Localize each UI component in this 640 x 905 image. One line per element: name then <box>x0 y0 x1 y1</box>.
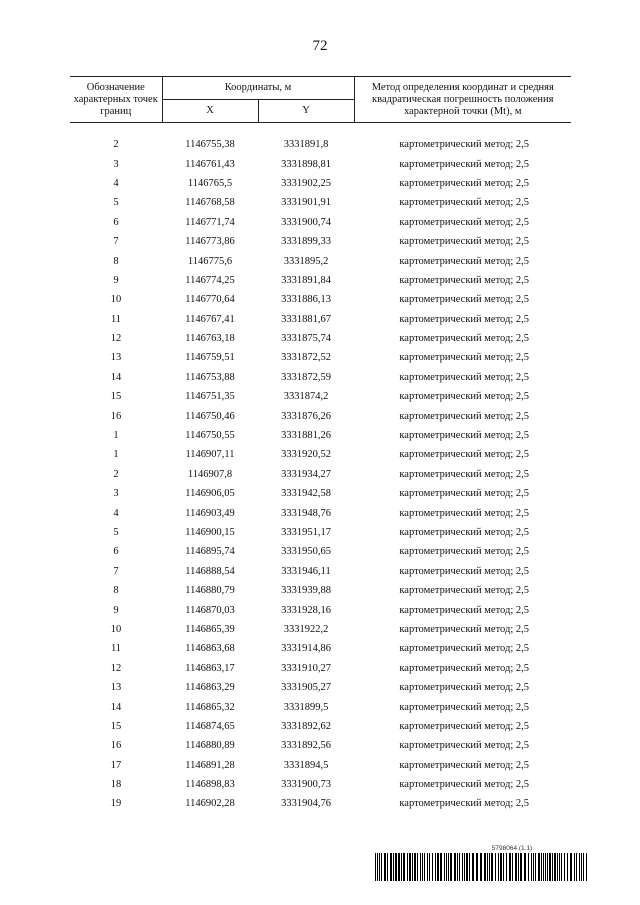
cell-point-number: 15 <box>110 391 122 403</box>
cell-x: 1146870,03 <box>185 604 235 616</box>
cell-point-number: 8 <box>113 585 119 597</box>
table-row <box>70 736 571 755</box>
cell-method: картометрический метод; 2,5 <box>399 391 530 403</box>
cell-point-number: 2 <box>113 139 119 151</box>
cell-point-number: 6 <box>113 216 119 228</box>
cell-x: 1146902,28 <box>185 798 235 810</box>
cell-point-number: 12 <box>110 333 122 345</box>
cell-method: картометрический метод; 2,5 <box>399 527 530 538</box>
cell-method: картометрический метод; 2,5 <box>399 507 530 519</box>
cell-y: 3331892,62 <box>281 720 331 732</box>
cell-point-number: 1 <box>113 430 119 442</box>
cell-point-number: 14 <box>110 701 122 713</box>
cell-x: 1146767,41 <box>185 313 235 325</box>
cell-x: 1146907,11 <box>185 449 235 461</box>
cell-method: картометрический метод; 2,5 <box>399 720 530 732</box>
cell-x: 1146770,64 <box>185 294 235 306</box>
cell-point-number: 8 <box>113 255 119 267</box>
cell-method: картометрический метод; 2,5 <box>399 759 530 771</box>
table-spacer <box>70 123 571 136</box>
cell-method: картометрический метод; 2,5 <box>399 255 530 267</box>
table-row <box>70 193 571 212</box>
cell-method: картометрический метод; 2,5 <box>399 177 530 189</box>
cell-x: 1146880,79 <box>185 585 235 597</box>
table-row <box>70 368 571 387</box>
cell-y: 3331892,56 <box>281 740 331 752</box>
document-footer <box>374 845 590 881</box>
cell-x: 1146888,54 <box>185 565 235 577</box>
cell-method: картометрический метод; 2,5 <box>399 158 530 170</box>
cell-y: 3331939,88 <box>281 585 331 597</box>
cell-y: 3331881,67 <box>281 313 331 325</box>
cell-point-number: 5 <box>113 197 119 209</box>
cell-y: 3331951,17 <box>281 527 331 538</box>
table-row <box>70 794 571 813</box>
table-row <box>70 154 571 173</box>
cell-method: картометрический метод; 2,5 <box>399 643 530 655</box>
cell-point-number: 5 <box>113 527 119 538</box>
cell-point-number: 14 <box>110 371 122 383</box>
page-number: 72 <box>312 38 328 54</box>
table-row <box>70 329 571 348</box>
cell-method: картометрический метод; 2,5 <box>399 371 530 383</box>
table-row <box>70 387 571 406</box>
cell-y: 3331891,84 <box>281 274 331 286</box>
document-code: 5798064 (1.1) <box>491 845 533 852</box>
table-row <box>70 213 571 232</box>
table-row <box>70 639 571 658</box>
cell-method: картометрический метод; 2,5 <box>399 740 530 752</box>
cell-method: картометрический метод; 2,5 <box>399 798 530 810</box>
cell-y: 3331905,27 <box>281 682 331 694</box>
cell-y: 3331895,2 <box>283 255 329 267</box>
table-row <box>70 581 571 600</box>
barcode-icon <box>374 853 590 881</box>
cell-method: картометрический метод; 2,5 <box>399 565 530 577</box>
table-header <box>70 77 571 123</box>
header-coordinates: Координаты, м <box>162 77 354 100</box>
cell-y: 3331886,13 <box>281 294 331 306</box>
cell-y: 3331891,8 <box>283 139 329 151</box>
table-row <box>70 310 571 329</box>
cell-method: картометрический метод; 2,5 <box>399 430 530 442</box>
header-x: X <box>162 100 258 123</box>
cell-y: 3331934,27 <box>281 468 331 480</box>
cell-x: 1146906,05 <box>185 488 235 500</box>
table-row <box>70 697 571 716</box>
table-row <box>70 426 571 445</box>
table-row <box>70 348 571 367</box>
cell-y: 3331928,16 <box>281 604 331 616</box>
cell-y: 3331920,52 <box>281 449 331 461</box>
cell-point-number: 3 <box>113 158 119 170</box>
table-row <box>70 271 571 290</box>
cell-method: картометрический метод; 2,5 <box>399 333 530 345</box>
table-row <box>70 290 571 309</box>
cell-point-number: 18 <box>110 779 122 791</box>
cell-method: картометрический метод; 2,5 <box>399 352 530 364</box>
cell-method: картометрический метод; 2,5 <box>399 410 530 422</box>
cell-x: 1146763,18 <box>185 333 235 345</box>
cell-method: картометрический метод; 2,5 <box>399 468 530 480</box>
header-point-designation: Обозначение характерных точек границ <box>70 77 162 123</box>
cell-y: 3331874,2 <box>283 391 329 403</box>
cell-point-number: 11 <box>110 313 122 325</box>
table-row <box>70 678 571 697</box>
cell-method: картометрический метод; 2,5 <box>399 313 530 325</box>
cell-y: 3331872,52 <box>281 352 331 364</box>
cell-point-number: 9 <box>113 604 119 616</box>
cell-x: 1146759,51 <box>185 352 235 364</box>
cell-point-number: 1 <box>113 449 119 461</box>
cell-point-number: 2 <box>113 468 119 480</box>
table-row <box>70 465 571 484</box>
cell-method: картометрический метод; 2,5 <box>399 236 530 248</box>
cell-x: 1146774,25 <box>185 274 235 286</box>
cell-y: 3331899,33 <box>281 236 331 248</box>
cell-y: 3331900,74 <box>281 216 331 228</box>
cell-y: 3331942,58 <box>281 488 331 500</box>
cell-y: 3331876,26 <box>281 410 331 422</box>
cell-y: 3331899,5 <box>283 701 329 713</box>
coordinates-table-container <box>70 76 571 814</box>
cell-x: 1146907,8 <box>187 468 233 480</box>
cell-method: картометрический метод; 2,5 <box>399 274 530 286</box>
table-row <box>70 562 571 581</box>
cell-y: 3331900,73 <box>281 779 331 791</box>
cell-x: 1146863,29 <box>185 682 235 694</box>
cell-point-number: 4 <box>113 507 119 519</box>
cell-x: 1146775,6 <box>187 255 233 267</box>
cell-method: картометрический метод; 2,5 <box>399 623 530 635</box>
cell-x: 1146755,38 <box>185 139 235 151</box>
cell-y: 3331948,76 <box>281 507 331 519</box>
cell-method: картометрический метод; 2,5 <box>399 294 530 306</box>
cell-x: 1146761,43 <box>185 158 235 170</box>
cell-method: картометрический метод; 2,5 <box>399 216 530 228</box>
cell-y: 3331922,2 <box>283 623 329 635</box>
cell-x: 1146773,86 <box>185 236 235 248</box>
cell-x: 1146750,55 <box>185 430 235 442</box>
cell-y: 3331901,91 <box>281 197 331 209</box>
cell-x: 1146751,35 <box>185 391 235 403</box>
table-row <box>70 717 571 736</box>
cell-x: 1146891,28 <box>185 759 235 771</box>
cell-x: 1146865,32 <box>185 701 235 713</box>
cell-x: 1146903,49 <box>185 507 235 519</box>
cell-x: 1146768,58 <box>185 197 235 209</box>
cell-method: картометрический метод; 2,5 <box>399 546 530 558</box>
cell-point-number: 19 <box>110 798 122 810</box>
cell-point-number: 7 <box>113 236 119 248</box>
cell-y: 3331950,65 <box>281 546 331 558</box>
cell-point-number: 15 <box>110 720 122 732</box>
cell-point-number: 4 <box>113 177 119 189</box>
cell-point-number: 12 <box>110 662 122 674</box>
table-row <box>70 600 571 619</box>
table-row <box>70 484 571 503</box>
cell-point-number: 10 <box>110 623 122 635</box>
cell-x: 1146753,88 <box>185 371 235 383</box>
cell-method: картометрический метод; 2,5 <box>399 604 530 616</box>
table-row <box>70 775 571 794</box>
cell-point-number: 17 <box>110 759 122 771</box>
table-row <box>70 174 571 193</box>
table-row <box>70 232 571 251</box>
cell-method: картометрический метод; 2,5 <box>399 197 530 209</box>
cell-method: картометрический метод; 2,5 <box>399 779 530 791</box>
cell-method: картометрический метод; 2,5 <box>399 701 530 713</box>
cell-x: 1146863,68 <box>185 643 235 655</box>
cell-x: 1146771,74 <box>185 216 235 228</box>
cell-x: 1146898,83 <box>185 779 235 791</box>
table-row <box>70 659 571 678</box>
cell-method: картометрический метод; 2,5 <box>399 682 530 694</box>
cell-y: 3331946,11 <box>281 565 331 577</box>
cell-point-number: 3 <box>113 488 119 500</box>
cell-method: картометрический метод; 2,5 <box>399 488 530 500</box>
cell-method: картометрический метод; 2,5 <box>399 585 530 597</box>
cell-x: 1146880,89 <box>185 740 235 752</box>
cell-x: 1146750,46 <box>185 410 235 422</box>
cell-x: 1146874,65 <box>185 720 235 732</box>
cell-point-number: 6 <box>113 546 119 558</box>
cell-point-number: 13 <box>110 682 122 694</box>
cell-point-number: 16 <box>110 410 122 422</box>
table-row <box>70 251 571 270</box>
cell-point-number: 10 <box>110 294 122 306</box>
table-row <box>70 445 571 464</box>
cell-method: картометрический метод; 2,5 <box>399 139 530 151</box>
table-row <box>70 503 571 522</box>
table-row <box>70 620 571 639</box>
cell-point-number: 7 <box>113 565 119 577</box>
cell-y: 3331904,76 <box>281 798 331 810</box>
cell-y: 3331875,74 <box>281 333 331 345</box>
cell-y: 3331902,25 <box>281 177 331 189</box>
header-y: Y <box>258 100 354 123</box>
cell-y: 3331872,59 <box>281 371 331 383</box>
cell-x: 1146765,5 <box>187 177 233 189</box>
cell-point-number: 16 <box>110 740 122 752</box>
cell-x: 1146863,17 <box>185 662 235 674</box>
cell-point-number: 13 <box>110 352 122 364</box>
cell-y: 3331898,81 <box>281 158 331 170</box>
cell-y: 3331894,5 <box>283 759 329 771</box>
cell-y: 3331914,86 <box>281 643 331 655</box>
cell-y: 3331881,26 <box>281 430 331 442</box>
cell-point-number: 11 <box>110 643 122 655</box>
cell-y: 3331910,27 <box>281 662 331 674</box>
cell-method: картометрический метод; 2,5 <box>399 449 530 461</box>
cell-x: 1146895,74 <box>185 546 235 558</box>
cell-method: картометрический метод; 2,5 <box>399 662 530 674</box>
table-row <box>70 542 571 561</box>
coordinates-table <box>70 76 571 814</box>
table-body <box>70 123 571 814</box>
table-row <box>70 135 571 154</box>
cell-x: 1146900,15 <box>185 527 235 538</box>
table-row <box>70 756 571 775</box>
cell-point-number: 9 <box>113 274 119 286</box>
table-row <box>70 406 571 425</box>
table-row <box>70 523 571 542</box>
header-method: Метод определения координат и средняя квадратическая погрешность положения характерной точки (Mt), м <box>354 77 571 123</box>
cell-x: 1146865,39 <box>185 623 235 635</box>
